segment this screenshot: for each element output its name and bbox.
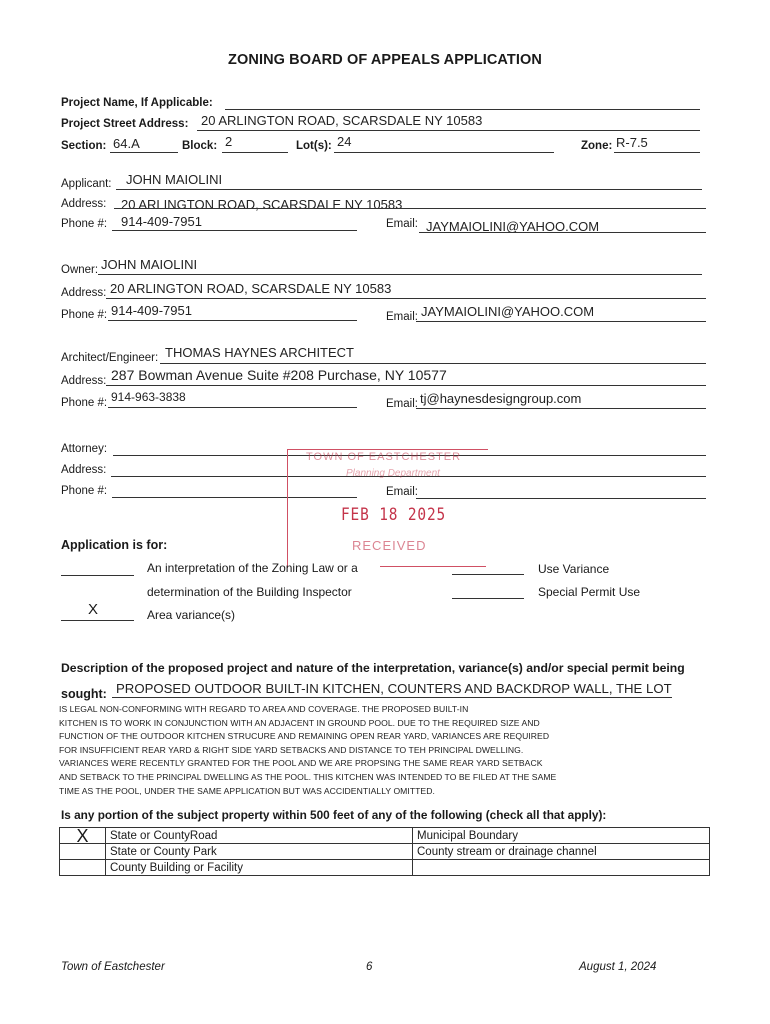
table-row [60, 860, 710, 876]
interpretation-label-2: determination of the Building Inspector [147, 585, 352, 599]
stamp-department: Planning Department [346, 468, 440, 479]
zone-label: Zone: [581, 140, 613, 152]
description-line: VARIANCES WERE RECENTLY GRANTED FOR THE POOL AND WE ARE PROPSING THE SAME REAR YARD SETBACK [59, 758, 543, 769]
lots-value: 24 [337, 134, 352, 149]
special-permit-label: Special Permit Use [538, 585, 641, 599]
check-mark: X [76, 825, 89, 846]
owner-name-value: JOHN MAIOLINI [101, 257, 198, 272]
owner-name-field[interactable] [98, 274, 702, 275]
owner-address-label: Address: [61, 287, 107, 299]
proximity-table [59, 827, 710, 876]
state-road-label: State or CountyRoad [106, 828, 413, 844]
footer-page-number: 6 [366, 961, 373, 973]
description-body [59, 703, 556, 798]
stamp-town: TOWN OF EASTCHESTER [306, 451, 462, 463]
owner-phone-value: 914-409-7951 [111, 303, 192, 318]
block-value: 2 [225, 134, 233, 149]
architect-address-field[interactable] [106, 385, 706, 386]
description-line: IS LEGAL NON-CONFORMING WITH REGARD TO AREA AND COVERAGE. THE PROPOSED BUILT-IN [59, 704, 469, 714]
owner-email-value: JAYMAIOLINI@YAHOO.COM [421, 304, 595, 319]
proximity-heading: Is any portion of the subject property within 500 feet of any of the following (check all that apply): [61, 808, 607, 822]
block-label: Block: [182, 140, 218, 152]
applicant-name-label: Applicant: [61, 178, 112, 190]
owner-name-label: Owner: [61, 264, 99, 276]
county-park-label: State or County Park [106, 844, 413, 860]
county-stream-label: County stream or drainage channel [413, 844, 710, 860]
use-variance-checkbox-line[interactable] [452, 574, 524, 575]
section-field[interactable] [110, 152, 178, 153]
description-heading: Description of the proposed project and nature of the interpretation, variance(s) and/or special permit being [61, 661, 685, 675]
special-permit-checkbox-line[interactable] [452, 598, 524, 599]
applicant-name-value: JOHN MAIOLINI [126, 172, 223, 187]
architect-name-field[interactable] [160, 363, 706, 364]
architect-phone-label: Phone #: [61, 397, 108, 409]
use-variance-label: Use Variance [538, 562, 610, 576]
block-field[interactable] [222, 152, 288, 153]
applicant-address-field[interactable] [114, 208, 706, 209]
applicant-email-field[interactable] [419, 232, 706, 233]
stamp-received: RECEIVED [352, 538, 427, 553]
project-address-value: 20 ARLINGTON ROAD, SCARSDALE NY 10583 [201, 113, 483, 128]
page-title: ZONING BOARD OF APPEALS APPLICATION [228, 52, 542, 68]
table-row [60, 828, 710, 844]
description-line: KITCHEN IS TO WORK IN CONJUNCTION WITH AN ADJACENT IN GROUND POOL. DUE TO THE REQUIRED SIZE AND [59, 717, 540, 728]
attorney-name-label: Attorney: [61, 443, 108, 455]
interpretation-label-1: An interpretation of the Zoning Law or a [147, 561, 358, 575]
applicant-name-field[interactable] [116, 189, 702, 190]
footer-date: August 1, 2024 [579, 961, 657, 973]
sought-value: PROPOSED OUTDOOR BUILT-IN KITCHEN, COUNTERS AND BACKDROP WALL, THE LOT [116, 681, 672, 696]
owner-email-field[interactable] [416, 321, 706, 322]
project-address-field[interactable] [197, 130, 700, 131]
lots-label: Lot(s): [296, 140, 332, 152]
architect-email-field[interactable] [416, 408, 706, 409]
architect-address-label: Address: [61, 375, 107, 387]
county-building-check[interactable] [60, 860, 106, 876]
area-variance-mark: X [88, 601, 99, 618]
received-stamp [287, 449, 488, 568]
description-line: AND SETBACK TO THE PRINCIPAL DWELLING AS THE POOL. THIS KITCHEN WAS INTENDED TO BE FILED AT THE SAME [59, 771, 557, 782]
attorney-phone-label: Phone #: [61, 485, 108, 497]
owner-phone-field[interactable] [108, 320, 357, 321]
project-address-label: Project Street Address: [61, 118, 189, 130]
project-name-label: Project Name, If Applicable: [61, 97, 213, 109]
owner-address-value: 20 ARLINGTON ROAD, SCARSDALE NY 10583 [110, 281, 392, 296]
architect-phone-field[interactable] [108, 407, 357, 408]
table-row [60, 844, 710, 860]
attorney-email-label: Email: [386, 486, 418, 498]
zone-value: R-7.5 [616, 135, 648, 150]
architect-name-label: Architect/Engineer: [61, 352, 159, 364]
applicant-phone-value: 914-409-7951 [121, 214, 202, 229]
sought-field[interactable] [112, 697, 672, 698]
description-line: FUNCTION OF THE OUTDOOR KITCHEN STRUCURE AND REMAINING OPEN REAR YARD, VARIANCES ARE REQUIRED [59, 731, 550, 742]
stamp-date: FEB 18 2025 [341, 505, 447, 525]
project-name-field[interactable] [225, 109, 700, 110]
area-variance-label: Area variance(s) [147, 608, 236, 622]
section-label: Section: [61, 140, 107, 152]
description-line: FOR INSUFFICIENT REAR YARD & RIGHT SIDE YARD SETBACKS AND DISTANCE TO TEH PRINCIPAL DWELLING. [59, 744, 524, 755]
applicant-phone-label: Phone #: [61, 218, 108, 230]
architect-address-value: 287 Bowman Avenue Suite #208 Purchase, NY 10577 [111, 367, 447, 383]
owner-phone-label: Phone #: [61, 309, 108, 321]
county-building-label: County Building or Facility [106, 860, 413, 876]
empty-cell [413, 860, 710, 876]
application-for-label: Application is for: [61, 538, 168, 552]
applicant-phone-field[interactable] [112, 230, 357, 231]
area-variance-checkbox-line[interactable] [61, 620, 134, 621]
architect-name-value: THOMAS HAYNES ARCHITECT [165, 345, 355, 360]
description-line: TIME AS THE POOL, UNDER THE SAME APPLICATION BUT WAS ACCIDENTIALLY OMITTED. [59, 785, 435, 796]
applicant-address-value: 20 ARLINGTON ROAD, SCARSDALE NY 10583 [121, 197, 403, 212]
applicant-address-label: Address: [61, 198, 107, 210]
county-park-check[interactable] [60, 844, 106, 860]
architect-email-value: tj@haynesdesigngroup.com [420, 391, 582, 406]
lots-field[interactable] [334, 152, 554, 153]
zone-field[interactable] [614, 152, 700, 153]
applicant-email-value: JAYMAIOLINI@YAHOO.COM [426, 219, 600, 234]
owner-email-label: Email: [386, 311, 418, 323]
interpretation-checkbox-line[interactable] [61, 575, 134, 576]
owner-address-field[interactable] [106, 298, 706, 299]
sought-label: sought: [61, 687, 107, 701]
section-value: 64.A [113, 136, 140, 151]
state-road-check[interactable] [60, 825, 106, 846]
attorney-address-label: Address: [61, 464, 107, 476]
municipal-boundary-label: Municipal Boundary [413, 828, 710, 844]
stamp-bottom-rule [380, 566, 486, 567]
architect-email-label: Email: [386, 398, 418, 410]
applicant-email-label: Email: [386, 218, 418, 230]
footer-town: Town of Eastchester [61, 961, 165, 973]
architect-phone-value: 914-963-3838 [111, 390, 186, 404]
